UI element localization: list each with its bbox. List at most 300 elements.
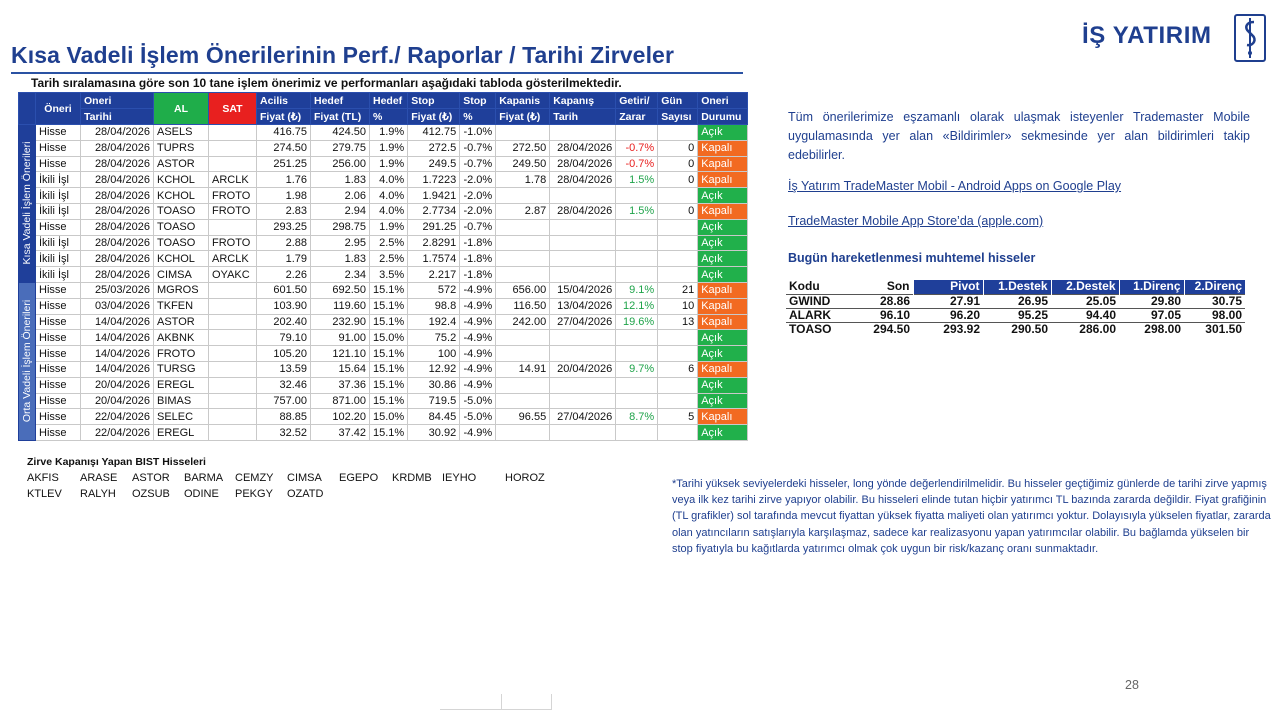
cell-open-price: 202.40	[257, 314, 311, 330]
cell-type: Hisse	[36, 361, 81, 377]
cell-close-date: 27/04/2026	[550, 409, 616, 425]
cell-open-price: 293.25	[257, 219, 311, 235]
cell-status: Kapalı	[698, 298, 748, 314]
header-oneri: Öneri	[36, 93, 81, 125]
cell-stop-pct: -4.9%	[460, 377, 496, 393]
peak-ticker: BARMA	[184, 472, 224, 484]
pivot-header-destek1: 1.Destek	[983, 280, 1051, 294]
cell-al-code: TOASO	[154, 203, 209, 219]
pivot-code: ALARK	[786, 308, 846, 322]
table-body	[19, 125, 748, 441]
cell-al-code: ASELS	[154, 125, 209, 141]
cell-status: Açık	[698, 377, 748, 393]
cell-days: 0	[658, 172, 698, 188]
ios-app-link[interactable]: TradeMaster Mobile App Store’da (apple.com)	[788, 214, 1044, 228]
cell-al-code: CIMSA	[154, 267, 209, 283]
cell-stop-pct: -4.9%	[460, 298, 496, 314]
cell-close-price: 96.55	[496, 409, 550, 425]
peak-ticker: KRDMB	[392, 472, 432, 484]
cell-open-price: 103.90	[257, 298, 311, 314]
cell-close-price	[496, 251, 550, 267]
header-zarar: Zarar	[616, 109, 658, 125]
cell-close-date: 20/04/2026	[550, 361, 616, 377]
cell-return	[616, 267, 658, 283]
pivot-value: 96.10	[846, 308, 913, 322]
cell-status: Açık	[698, 125, 748, 141]
cell-sat-code	[209, 140, 257, 156]
cell-type: Hisse	[36, 346, 81, 362]
cell-return	[616, 377, 658, 393]
cell-date: 14/04/2026	[81, 361, 154, 377]
cell-close-date: 13/04/2026	[550, 298, 616, 314]
cell-open-price: 416.75	[257, 125, 311, 141]
cell-type: Hisse	[36, 219, 81, 235]
cell-open-price: 1.98	[257, 188, 311, 204]
cell-target-price: 692.50	[311, 282, 370, 298]
header-hedef-fiyat: Fiyat (TL)	[311, 109, 370, 125]
cell-sat-code	[209, 346, 257, 362]
cell-status: Açık	[698, 188, 748, 204]
cell-date: 28/04/2026	[81, 235, 154, 251]
cell-open-price: 32.46	[257, 377, 311, 393]
cell-days	[658, 219, 698, 235]
peak-ticker: OZSUB	[132, 488, 170, 500]
cell-type: İkili İşl	[36, 235, 81, 251]
peak-ticker: ASTOR	[132, 472, 170, 484]
cell-close-date: 28/04/2026	[550, 203, 616, 219]
cell-date: 28/04/2026	[81, 156, 154, 172]
cell-stop-price: 1.9421	[408, 188, 460, 204]
title-divider	[11, 72, 743, 74]
pivot-code: TOASO	[786, 322, 846, 336]
cell-sat-code: FROTO	[209, 235, 257, 251]
cell-al-code: MGROS	[154, 282, 209, 298]
cell-al-code: TKFEN	[154, 298, 209, 314]
pivot-row	[786, 322, 1245, 336]
pivot-value: 95.25	[983, 308, 1051, 322]
cell-days: 0	[658, 203, 698, 219]
header-kapanis-tarih: Kapanış	[550, 93, 616, 109]
cell-sat-code	[209, 219, 257, 235]
cell-target-pct: 4.0%	[370, 188, 408, 204]
cell-type: Hisse	[36, 330, 81, 346]
cell-stop-price: 291.25	[408, 219, 460, 235]
pivot-body	[786, 294, 1245, 336]
cell-date: 22/04/2026	[81, 425, 154, 441]
header-sat: SAT	[209, 93, 257, 125]
pivot-table	[786, 280, 1245, 336]
cell-close-price	[496, 346, 550, 362]
pivot-value: 26.95	[983, 294, 1051, 308]
peak-ticker: KTLEV	[27, 488, 62, 500]
cell-status: Kapalı	[698, 156, 748, 172]
cell-return	[616, 219, 658, 235]
cell-al-code: EREGL	[154, 377, 209, 393]
cell-stop-price: 2.8291	[408, 235, 460, 251]
cell-date: 14/04/2026	[81, 346, 154, 362]
cell-return: 1.5%	[616, 172, 658, 188]
pivot-header-direnc2: 2.Direnç	[1184, 280, 1245, 294]
cell-days: 0	[658, 140, 698, 156]
header-durumu: Durumu	[698, 109, 748, 125]
cell-stop-price: 12.92	[408, 361, 460, 377]
cell-open-price: 251.25	[257, 156, 311, 172]
cell-date: 28/04/2026	[81, 203, 154, 219]
pivot-row	[786, 294, 1245, 308]
cell-sat-code: ARCLK	[209, 172, 257, 188]
cell-target-price: 2.94	[311, 203, 370, 219]
cell-al-code: TURSG	[154, 361, 209, 377]
cell-status: Kapalı	[698, 140, 748, 156]
cell-stop-pct: -0.7%	[460, 156, 496, 172]
header-getiri: Getiri/	[616, 93, 658, 109]
cell-al-code: TUPRS	[154, 140, 209, 156]
cell-stop-pct: -2.0%	[460, 188, 496, 204]
cell-sat-code: OYAKC	[209, 267, 257, 283]
cell-stop-pct: -1.0%	[460, 125, 496, 141]
page-number: 28	[1125, 678, 1139, 692]
cell-date: 28/04/2026	[81, 172, 154, 188]
cell-status: Kapalı	[698, 172, 748, 188]
cell-target-pct: 1.9%	[370, 156, 408, 172]
cell-type: Hisse	[36, 314, 81, 330]
cell-date: 28/04/2026	[81, 140, 154, 156]
page-title: Kısa Vadeli İşlem Önerilerinin Perf./ Raporlar / Tarihi Zirveler	[11, 42, 674, 68]
cell-close-date	[550, 330, 616, 346]
cell-stop-price: 2.217	[408, 267, 460, 283]
cell-return: 12.1%	[616, 298, 658, 314]
cell-date: 25/03/2026	[81, 282, 154, 298]
cell-close-date	[550, 251, 616, 267]
pivot-value: 286.00	[1051, 322, 1119, 336]
header-stop-unit: %	[460, 109, 496, 125]
cell-stop-pct: -4.9%	[460, 361, 496, 377]
table-row	[19, 393, 748, 409]
pivot-value: 25.05	[1051, 294, 1119, 308]
cell-target-price: 15.64	[311, 361, 370, 377]
cell-target-price: 232.90	[311, 314, 370, 330]
group-mid-term	[19, 282, 36, 440]
cell-return: 9.7%	[616, 361, 658, 377]
group-label: Kısa Vadeli İşlem Önerileri	[21, 142, 33, 265]
cell-type: İkili İşl	[36, 172, 81, 188]
peak-ticker: PEKGY	[235, 488, 273, 500]
pivot-header-destek2: 2.Destek	[1051, 280, 1119, 294]
cell-al-code: TOASO	[154, 219, 209, 235]
footer-fragment-line	[440, 709, 552, 710]
cell-target-pct: 15.0%	[370, 409, 408, 425]
cell-sat-code	[209, 361, 257, 377]
pivot-row	[786, 308, 1245, 322]
cell-stop-pct: -4.9%	[460, 346, 496, 362]
cell-stop-price: 30.86	[408, 377, 460, 393]
cell-close-date: 28/04/2026	[550, 156, 616, 172]
cell-al-code: AKBNK	[154, 330, 209, 346]
table-subtitle: Tarih sıralamasına göre son 10 tane işlem önerimiz ve performanları aşağıdaki tabloda gösterilmektedir.	[31, 76, 622, 90]
header-hedef-pct: Hedef	[370, 93, 408, 109]
header-sayisi: Sayısı	[658, 109, 698, 125]
cell-al-code: EREGL	[154, 425, 209, 441]
cell-target-price: 121.10	[311, 346, 370, 362]
cell-open-price: 274.50	[257, 140, 311, 156]
cell-close-price: 242.00	[496, 314, 550, 330]
cell-target-price: 91.00	[311, 330, 370, 346]
cell-close-price	[496, 393, 550, 409]
peak-ticker: OZATD	[287, 488, 324, 500]
pivot-value: 30.75	[1184, 294, 1245, 308]
header-tarihi: Tarihi	[81, 109, 154, 125]
header-hedef: Hedef	[311, 93, 370, 109]
cell-days: 6	[658, 361, 698, 377]
table-row	[19, 314, 748, 330]
cell-stop-pct: -2.0%	[460, 203, 496, 219]
table-row	[19, 425, 748, 441]
cell-return	[616, 330, 658, 346]
cell-close-date	[550, 267, 616, 283]
cell-stop-price: 572	[408, 282, 460, 298]
cell-target-price: 119.60	[311, 298, 370, 314]
cell-target-price: 1.83	[311, 172, 370, 188]
cell-close-date: 28/04/2026	[550, 140, 616, 156]
cell-close-price: 249.50	[496, 156, 550, 172]
table-row	[19, 346, 748, 362]
cell-close-date	[550, 125, 616, 141]
pivot-value: 94.40	[1051, 308, 1119, 322]
header-stop-pct: Stop	[460, 93, 496, 109]
cell-return: 8.7%	[616, 409, 658, 425]
cell-stop-pct: -5.0%	[460, 393, 496, 409]
cell-return: -0.7%	[616, 140, 658, 156]
cell-al-code: FROTO	[154, 346, 209, 362]
cell-status: Açık	[698, 251, 748, 267]
cell-status: Kapalı	[698, 361, 748, 377]
cell-stop-price: 98.8	[408, 298, 460, 314]
cell-type: İkili İşl	[36, 251, 81, 267]
cell-close-price	[496, 377, 550, 393]
cell-close-price	[496, 425, 550, 441]
brand-logo-text: İŞ YATIRIM	[1082, 22, 1212, 49]
cell-status: Kapalı	[698, 282, 748, 298]
cell-target-price: 102.20	[311, 409, 370, 425]
cell-date: 28/04/2026	[81, 188, 154, 204]
header-gun: Gün	[658, 93, 698, 109]
pivot-value: 290.50	[983, 322, 1051, 336]
pivot-value: 98.00	[1184, 308, 1245, 322]
pivot-value: 97.05	[1119, 308, 1184, 322]
cell-target-price: 279.75	[311, 140, 370, 156]
cell-open-price: 1.79	[257, 251, 311, 267]
table-row	[19, 361, 748, 377]
cell-open-price: 601.50	[257, 282, 311, 298]
cell-days	[658, 425, 698, 441]
cell-date: 28/04/2026	[81, 219, 154, 235]
cell-open-price: 79.10	[257, 330, 311, 346]
table-row	[19, 409, 748, 425]
cell-date: 22/04/2026	[81, 409, 154, 425]
cell-type: Hisse	[36, 282, 81, 298]
peak-ticker: HOROZ	[505, 472, 545, 484]
header-stop: Stop	[408, 93, 460, 109]
pivot-value: 29.80	[1119, 294, 1184, 308]
cell-open-price: 757.00	[257, 393, 311, 409]
peak-ticker: ODINE	[184, 488, 219, 500]
cell-close-date: 27/04/2026	[550, 314, 616, 330]
cell-target-price: 256.00	[311, 156, 370, 172]
cell-stop-pct: -4.9%	[460, 282, 496, 298]
cell-days	[658, 267, 698, 283]
cell-type: Hisse	[36, 425, 81, 441]
header-durum: Oneri	[698, 93, 748, 109]
cell-status: Açık	[698, 330, 748, 346]
peak-ticker: EGEPO	[339, 472, 379, 484]
table-row	[19, 219, 748, 235]
cell-close-price	[496, 267, 550, 283]
cell-date: 14/04/2026	[81, 330, 154, 346]
cell-sat-code: FROTO	[209, 203, 257, 219]
table-header	[19, 93, 748, 125]
cell-days	[658, 377, 698, 393]
cell-open-price: 2.26	[257, 267, 311, 283]
cell-al-code: BIMAS	[154, 393, 209, 409]
cell-stop-pct: -4.9%	[460, 314, 496, 330]
cell-target-price: 2.95	[311, 235, 370, 251]
cell-target-pct: 4.0%	[370, 172, 408, 188]
cell-sat-code	[209, 298, 257, 314]
recommendations-table	[18, 92, 748, 441]
header-acilis-fiyat: Fiyat (₺)	[257, 109, 311, 125]
cell-date: 28/04/2026	[81, 125, 154, 141]
cell-type: Hisse	[36, 409, 81, 425]
cell-close-price: 1.78	[496, 172, 550, 188]
header-oneri-date-top: Oneri	[81, 93, 154, 109]
footer-fragment-tick	[501, 694, 502, 710]
cell-type: Hisse	[36, 125, 81, 141]
cell-stop-price: 719.5	[408, 393, 460, 409]
cell-date: 14/04/2026	[81, 314, 154, 330]
cell-stop-price: 1.7223	[408, 172, 460, 188]
cell-stop-price: 272.5	[408, 140, 460, 156]
cell-close-price	[496, 219, 550, 235]
cell-stop-pct: -1.8%	[460, 251, 496, 267]
cell-return	[616, 251, 658, 267]
cell-stop-pct: -2.0%	[460, 172, 496, 188]
cell-status: Kapalı	[698, 203, 748, 219]
cell-return	[616, 393, 658, 409]
cell-open-price: 2.83	[257, 203, 311, 219]
cell-date: 28/04/2026	[81, 267, 154, 283]
cell-stop-price: 249.5	[408, 156, 460, 172]
cell-days: 0	[658, 156, 698, 172]
cell-close-price	[496, 188, 550, 204]
header-al: AL	[154, 93, 209, 125]
cell-stop-pct: -5.0%	[460, 409, 496, 425]
table-row	[19, 203, 748, 219]
pivot-code: GWIND	[786, 294, 846, 308]
header-acilis: Acilis	[257, 93, 311, 109]
cell-return: -0.7%	[616, 156, 658, 172]
cell-status: Kapalı	[698, 314, 748, 330]
pivot-value: 27.91	[913, 294, 983, 308]
android-app-link[interactable]: İş Yatırım TradeMaster Mobil - Android Apps on Google Play	[788, 179, 1122, 193]
header-tarih: Tarih	[550, 109, 616, 125]
cell-target-pct: 15.1%	[370, 346, 408, 362]
cell-close-date	[550, 219, 616, 235]
cell-target-price: 37.42	[311, 425, 370, 441]
pivot-value: 28.86	[846, 294, 913, 308]
cell-days: 5	[658, 409, 698, 425]
cell-sat-code: ARCLK	[209, 251, 257, 267]
pivot-header-pivot: Pivot	[913, 280, 983, 294]
table-row	[19, 125, 748, 141]
cell-al-code: KCHOL	[154, 188, 209, 204]
cell-days	[658, 330, 698, 346]
table-row	[19, 377, 748, 393]
peak-ticker: ARASE	[80, 472, 118, 484]
cell-status: Açık	[698, 219, 748, 235]
cell-target-pct: 15.1%	[370, 282, 408, 298]
footer-fragment-tick	[551, 694, 552, 710]
cell-date: 20/04/2026	[81, 393, 154, 409]
cell-days	[658, 188, 698, 204]
cell-sat-code	[209, 330, 257, 346]
cell-stop-price: 75.2	[408, 330, 460, 346]
cell-status: Açık	[698, 267, 748, 283]
cell-open-price: 32.52	[257, 425, 311, 441]
cell-close-date	[550, 377, 616, 393]
cell-stop-pct: -1.8%	[460, 267, 496, 283]
cell-stop-pct: -4.9%	[460, 330, 496, 346]
cell-status: Açık	[698, 235, 748, 251]
cell-days	[658, 251, 698, 267]
cell-date: 20/04/2026	[81, 377, 154, 393]
table-row	[19, 298, 748, 314]
cell-stop-price: 84.45	[408, 409, 460, 425]
pivot-header-kodu: Kodu	[789, 279, 820, 294]
notifications-note: Tüm önerilerimize eşzamanlı olarak ulaşmak isteyenler Trademaster Mobile uygulamasında yer alan «Bildirimler» sekmesinde yer alan bildirimleri takip edebilirler.	[788, 110, 1250, 162]
table-row	[19, 282, 748, 298]
peak-ticker: AKFIS	[27, 472, 59, 484]
pivot-value: 96.20	[913, 308, 983, 322]
cell-days	[658, 235, 698, 251]
cell-sat-code	[209, 377, 257, 393]
cell-target-pct: 15.1%	[370, 314, 408, 330]
cell-open-price: 1.76	[257, 172, 311, 188]
pivot-value: 298.00	[1119, 322, 1184, 336]
cell-type: Hisse	[36, 393, 81, 409]
pivot-value: 294.50	[846, 322, 913, 336]
cell-close-price: 116.50	[496, 298, 550, 314]
table-row	[19, 251, 748, 267]
cell-days	[658, 393, 698, 409]
cell-close-price: 14.91	[496, 361, 550, 377]
header-hedef-unit: %	[370, 109, 408, 125]
cell-target-price: 1.83	[311, 251, 370, 267]
cell-type: Hisse	[36, 156, 81, 172]
cell-return	[616, 125, 658, 141]
cell-stop-price: 30.92	[408, 425, 460, 441]
cell-close-price	[496, 235, 550, 251]
cell-status: Açık	[698, 393, 748, 409]
header-stop-fiyat: Fiyat (₺)	[408, 109, 460, 125]
cell-sat-code	[209, 282, 257, 298]
cell-close-date	[550, 346, 616, 362]
header-corner	[19, 93, 36, 125]
header-kapanis-fiyat: Fiyat (₺)	[496, 109, 550, 125]
cell-target-pct: 15.1%	[370, 393, 408, 409]
cell-target-pct: 1.9%	[370, 140, 408, 156]
cell-stop-pct: -0.7%	[460, 219, 496, 235]
cell-sat-code	[209, 125, 257, 141]
